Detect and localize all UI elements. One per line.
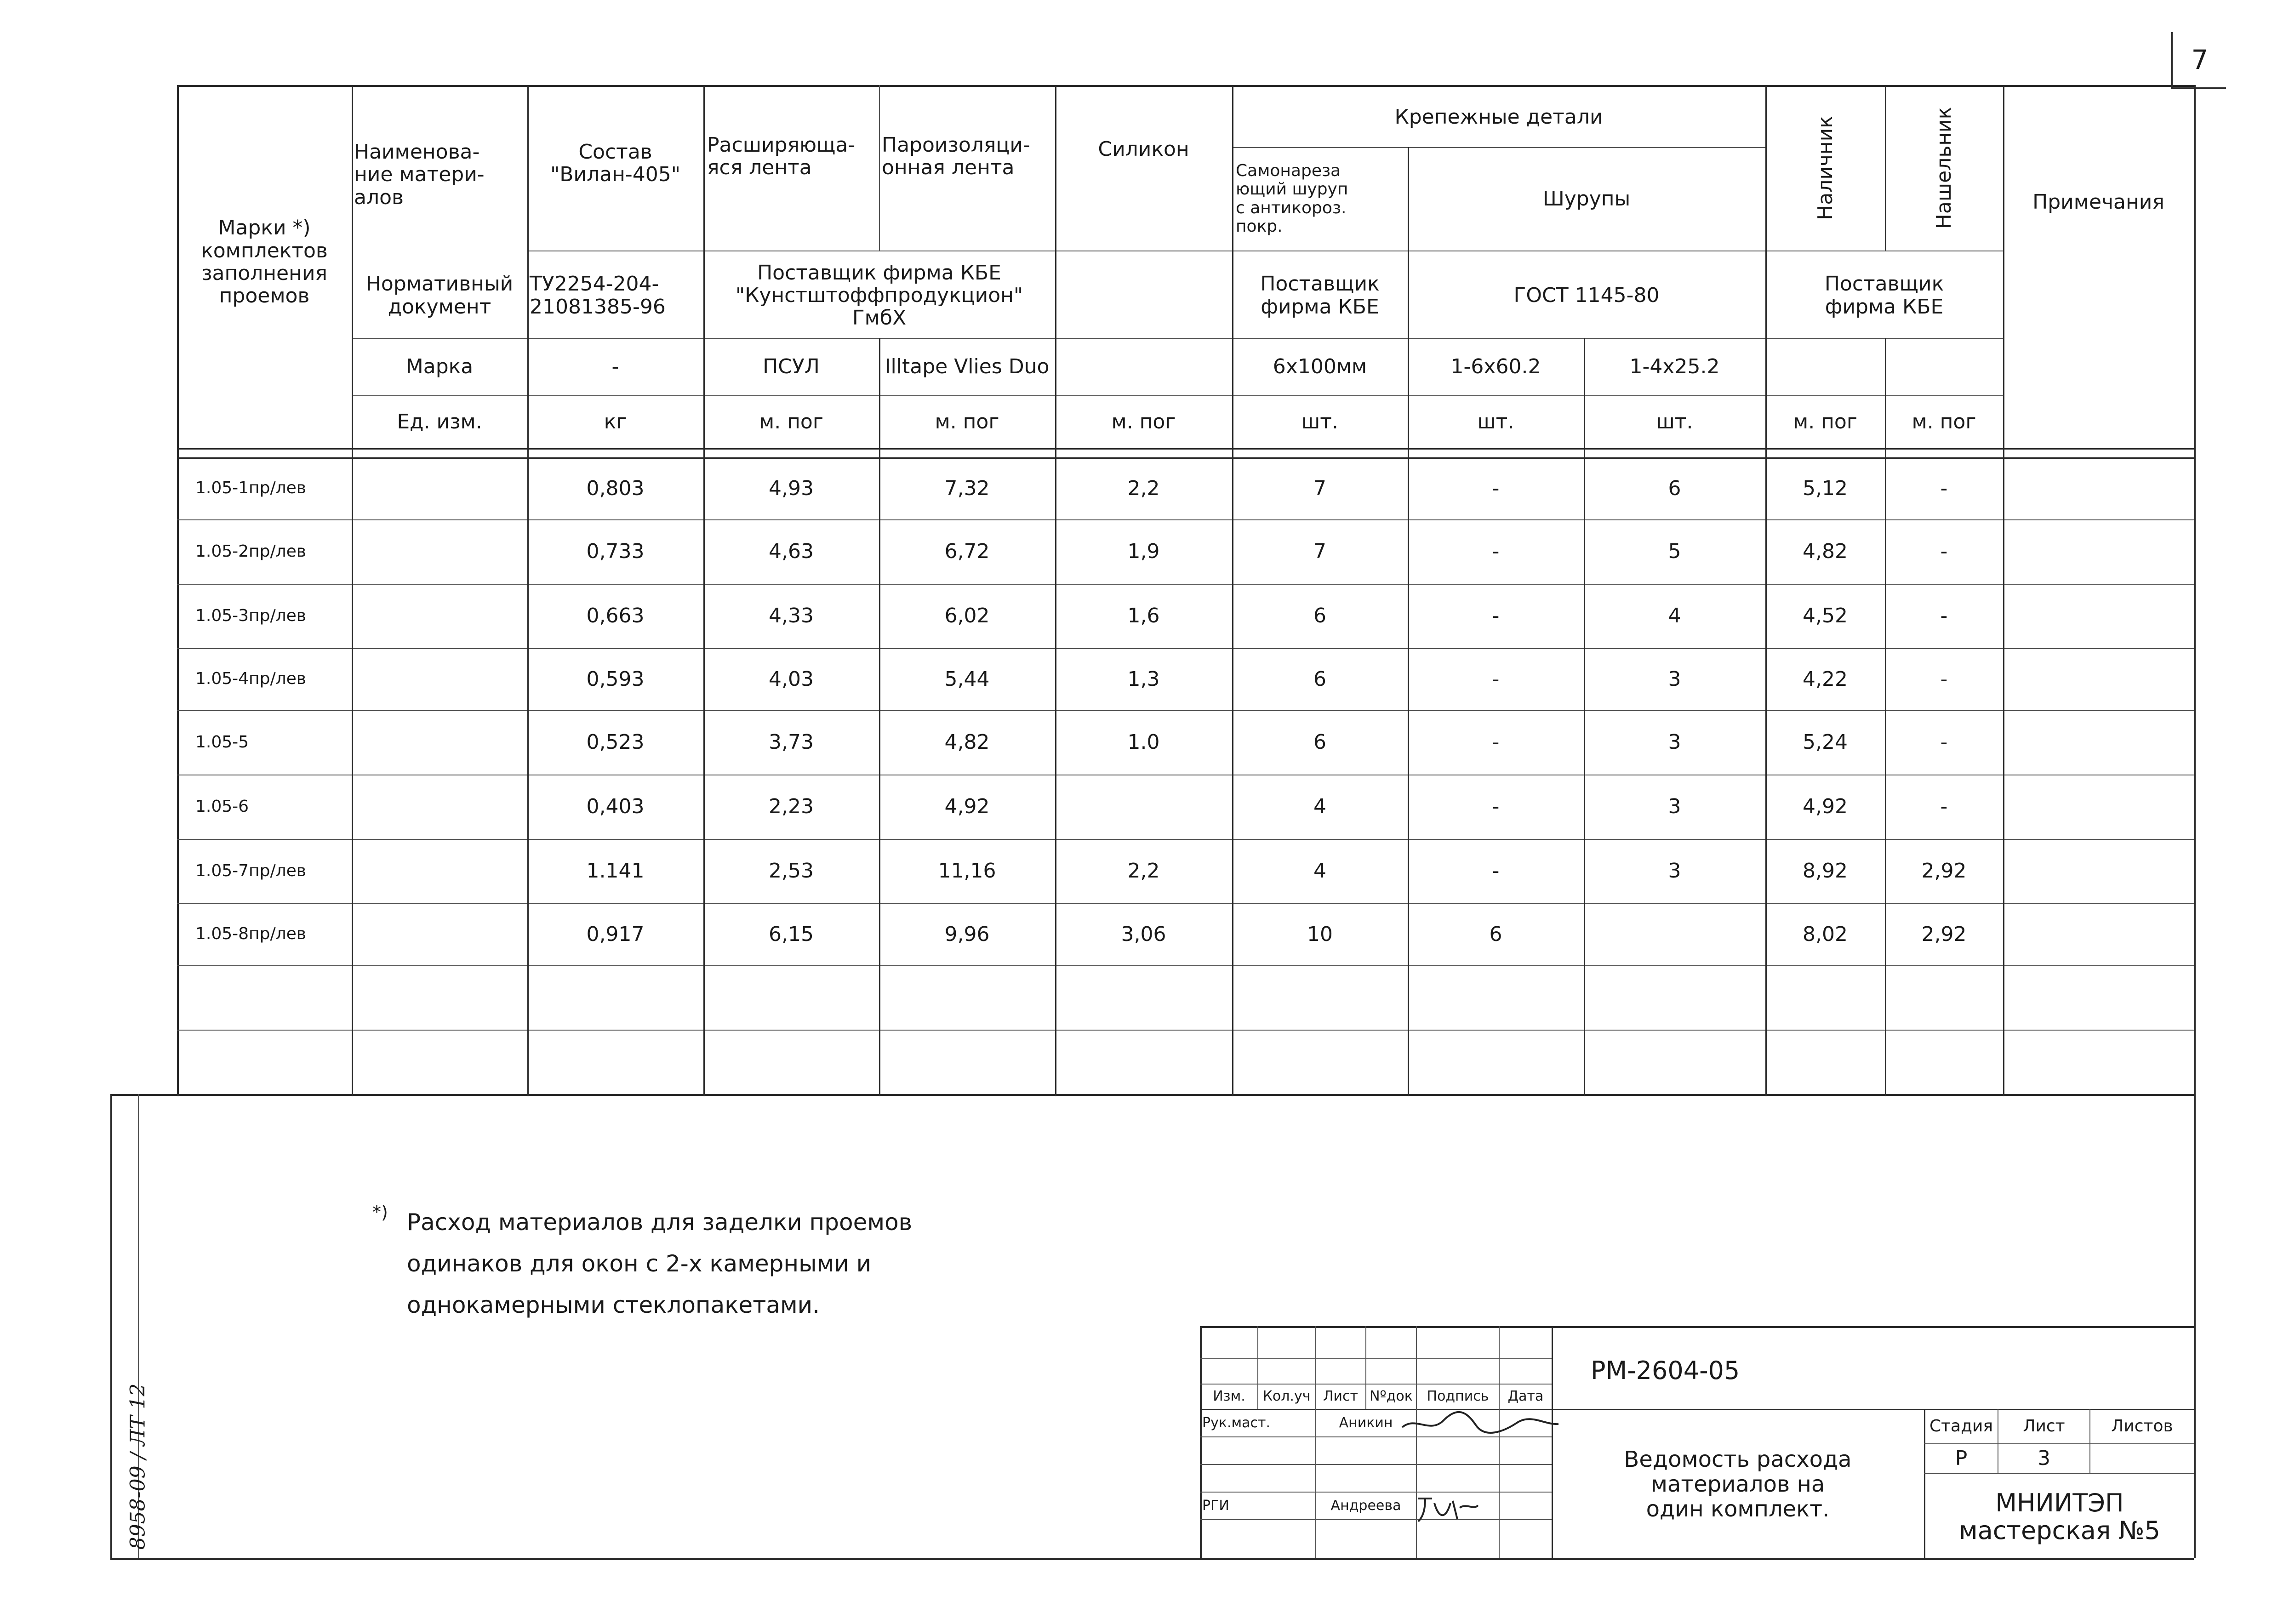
row-cell: 0,593 <box>586 667 645 691</box>
unit-cell: шт. <box>1656 410 1693 433</box>
sheets-label: Листов <box>2111 1416 2173 1436</box>
row-cell: 6 <box>1313 730 1326 754</box>
header-fasteners: Крепежные детали <box>1394 105 1603 129</box>
row-cell: 7 <box>1313 476 1326 500</box>
unit-cell: м. пог <box>1793 410 1857 433</box>
row-cell: 7,32 <box>944 476 990 500</box>
footnote-star: *) <box>372 1202 388 1222</box>
brand-cell: 6х100мм <box>1273 354 1367 378</box>
row-cell: 3,73 <box>769 730 814 754</box>
header-nalichnik: Наличник <box>1813 115 1837 220</box>
row-cell: 6 <box>1668 476 1681 500</box>
row-cell: - <box>1492 667 1500 691</box>
header-vilan: Состав "Вилан-405" <box>550 140 680 186</box>
row-cell: 7 <box>1313 540 1326 564</box>
header-vapor-tape: Пароизоляци- онная лента <box>882 133 1030 179</box>
unit-cell: шт. <box>1301 410 1338 433</box>
stamp-header-signature: Подпись <box>1427 1388 1489 1405</box>
row-cell: 9,96 <box>944 922 990 946</box>
row-cell: 3 <box>1668 859 1681 883</box>
row-cell: 11,16 <box>938 859 996 883</box>
row-cell: 3 <box>1668 667 1681 691</box>
sheet-label: Лист <box>2023 1416 2065 1436</box>
row-cell: 6,15 <box>769 922 814 946</box>
unit-cell: кг <box>604 410 627 433</box>
header-expanding-tape: Расширяюща- яся лента <box>707 133 856 179</box>
row-cell: 2,92 <box>1921 859 1967 883</box>
sheets-value <box>2090 1443 2194 1473</box>
row-cell: 1.0 <box>1127 730 1160 754</box>
row-label-brand: Марка <box>405 354 474 378</box>
row-cell: - <box>1940 476 1948 500</box>
unit-cell: м. пог <box>759 410 823 433</box>
row-cell: 4 <box>1668 604 1681 628</box>
stamp-title: Ведомость расхода материалов на один комплект. <box>1624 1447 1852 1522</box>
norm-kbe-gmbh: Поставщик фирма КБЕ "Кунстштоффпродукцион" ГмбХ <box>735 261 1023 330</box>
row-cell: - <box>1492 795 1500 819</box>
side-stamp-handwriting: 8958-09 / ЛТ 12 <box>126 1383 150 1550</box>
brand-cell: ПСУЛ <box>763 354 820 378</box>
row-cell: 4,03 <box>769 667 814 691</box>
row-cell: 1.141 <box>586 859 645 883</box>
row-cell: 5,12 <box>1803 476 1848 500</box>
header-notes: Примечания <box>2032 190 2164 214</box>
row-cell: - <box>1940 730 1948 754</box>
row-cell: 2,53 <box>769 859 814 883</box>
row-mark: 1.05-1пр/лев <box>195 479 306 498</box>
brand-cell: Illtape Vlies Duo <box>885 354 1050 378</box>
brand-cell: 1-4х25.2 <box>1629 354 1720 378</box>
row-label-unit: Ед. изм. <box>397 410 482 433</box>
stamp-header-izm: Изм. <box>1213 1388 1245 1405</box>
row-cell: 4,33 <box>769 604 814 628</box>
row-cell: 4,82 <box>944 730 990 754</box>
footnote-line: Расход материалов для заделки проемов <box>407 1209 913 1236</box>
row-mark: 1.05-3пр/лев <box>195 606 306 625</box>
row-cell: - <box>1492 476 1500 500</box>
row-cell: - <box>1492 859 1500 883</box>
row-cell: - <box>1940 667 1948 691</box>
brand-cell: - <box>611 354 619 378</box>
row-cell: 4 <box>1313 859 1326 883</box>
stamp-header-kol-uch: Кол.уч <box>1262 1388 1311 1405</box>
row-label-name: Наименова- ние матери- алов <box>354 140 485 209</box>
row-cell: - <box>1940 604 1948 628</box>
stamp-name: Аникин <box>1339 1414 1393 1431</box>
row-cell: 2,2 <box>1127 476 1160 500</box>
stamp-role: РГИ <box>1202 1498 1229 1514</box>
row-cell: 1,3 <box>1127 667 1160 691</box>
row-cell: 4,63 <box>769 540 814 564</box>
stamp-name: Андреева <box>1330 1498 1401 1514</box>
row-cell: 4,22 <box>1803 667 1848 691</box>
header-screws: Шурупы <box>1542 187 1631 211</box>
marks-column-header: Марки *) комплектов заполнения проемов <box>201 216 328 308</box>
stage-label: Стадия <box>1929 1416 1993 1436</box>
row-cell: 6 <box>1313 667 1326 691</box>
row-cell: 3 <box>1668 795 1681 819</box>
row-label-norm: Нормативный документ <box>365 272 514 319</box>
row-cell <box>1584 903 1765 965</box>
row-mark: 1.05-4пр/лев <box>195 669 306 689</box>
row-cell: 1,6 <box>1127 604 1160 628</box>
sheet-value: 3 <box>2038 1446 2050 1470</box>
row-cell: 4 <box>1313 795 1326 819</box>
row-cell: 6,02 <box>944 604 990 628</box>
unit-cell: м. пог <box>1912 410 1976 433</box>
row-cell: - <box>1940 540 1948 564</box>
row-cell: - <box>1492 604 1500 628</box>
row-cell: 4,93 <box>769 476 814 500</box>
header-silicone: Силикон <box>1098 137 1189 161</box>
unit-cell: шт. <box>1477 410 1514 433</box>
signature-andreeva <box>1414 1489 1483 1526</box>
footnote-line: однокамерными стеклопакетами. <box>407 1292 820 1318</box>
row-cell: 8,92 <box>1803 859 1848 883</box>
row-mark: 1.05-5 <box>195 732 249 752</box>
stamp-role: Рук.маст. <box>1202 1414 1271 1431</box>
row-cell: 2,23 <box>769 795 814 819</box>
row-cell: 2,2 <box>1127 859 1160 883</box>
norm-kbe-fasteners: Поставщик фирма КБЕ <box>1260 272 1380 319</box>
row-mark: 1.05-2пр/лев <box>195 541 306 561</box>
stamp-header-date: Дата <box>1507 1388 1544 1405</box>
header-self-tapping: Самонарезa ющий шуруп с антикороз. покр. <box>1236 161 1348 236</box>
brand-cell <box>1055 340 1232 393</box>
row-cell: - <box>1492 540 1500 564</box>
row-cell: 1,9 <box>1127 540 1160 564</box>
unit-cell: м. пог <box>935 410 999 433</box>
row-cell: 6 <box>1313 604 1326 628</box>
row-cell: 0,403 <box>586 795 645 819</box>
row-cell: 8,02 <box>1803 922 1848 946</box>
row-cell: - <box>1940 795 1948 819</box>
signature-anikin <box>1398 1407 1563 1439</box>
row-cell: 0,803 <box>586 476 645 500</box>
norm-kbe-trim: Поставщик фирма КБЕ <box>1824 272 1944 319</box>
row-cell: 0,663 <box>586 604 645 628</box>
sheet-number: 7 <box>2191 44 2209 75</box>
row-cell: 5 <box>1668 540 1681 564</box>
row-cell: 10 <box>1307 922 1333 946</box>
row-cell: 3,06 <box>1121 922 1166 946</box>
header-nashelnik: Нашельник <box>1932 107 1956 229</box>
row-cell: 4,52 <box>1803 604 1848 628</box>
row-cell: 0,733 <box>586 540 645 564</box>
norm-gost: ГОСТ 1145-80 <box>1513 283 1660 307</box>
row-mark: 1.05-6 <box>195 797 249 816</box>
doc-code: РМ-2604-05 <box>1591 1356 1740 1385</box>
row-cell: 0,523 <box>586 730 645 754</box>
unit-cell: м. пог <box>1111 410 1176 433</box>
row-cell: 5,24 <box>1803 730 1848 754</box>
row-cell: 6,72 <box>944 540 990 564</box>
row-cell: 4,92 <box>944 795 990 819</box>
brand-cell: 1-6х60.2 <box>1450 354 1541 378</box>
organization: МНИИТЭП мастерская №5 <box>1958 1488 2161 1545</box>
row-cell: 2,92 <box>1921 922 1967 946</box>
stamp-header-doc-no: Nºдок <box>1370 1388 1413 1405</box>
row-cell: - <box>1492 730 1500 754</box>
norm-vilan: ТУ2254-204- 21081385-96 <box>530 272 666 319</box>
row-mark: 1.05-7пр/лев <box>195 861 306 880</box>
footnote-line: одинаков для окон с 2-х камерными и <box>407 1250 872 1277</box>
row-cell: 3 <box>1668 730 1681 754</box>
row-cell: 0,917 <box>586 922 645 946</box>
row-mark: 1.05-8пр/лев <box>195 924 306 944</box>
row-cell: 4,92 <box>1803 795 1848 819</box>
row-cell <box>1055 775 1232 839</box>
row-cell: 5,44 <box>944 667 990 691</box>
stamp-header-list: Лист <box>1323 1388 1359 1405</box>
stage-value: Р <box>1955 1446 1968 1470</box>
row-cell: 4,82 <box>1803 540 1848 564</box>
row-cell: 6 <box>1489 922 1502 946</box>
